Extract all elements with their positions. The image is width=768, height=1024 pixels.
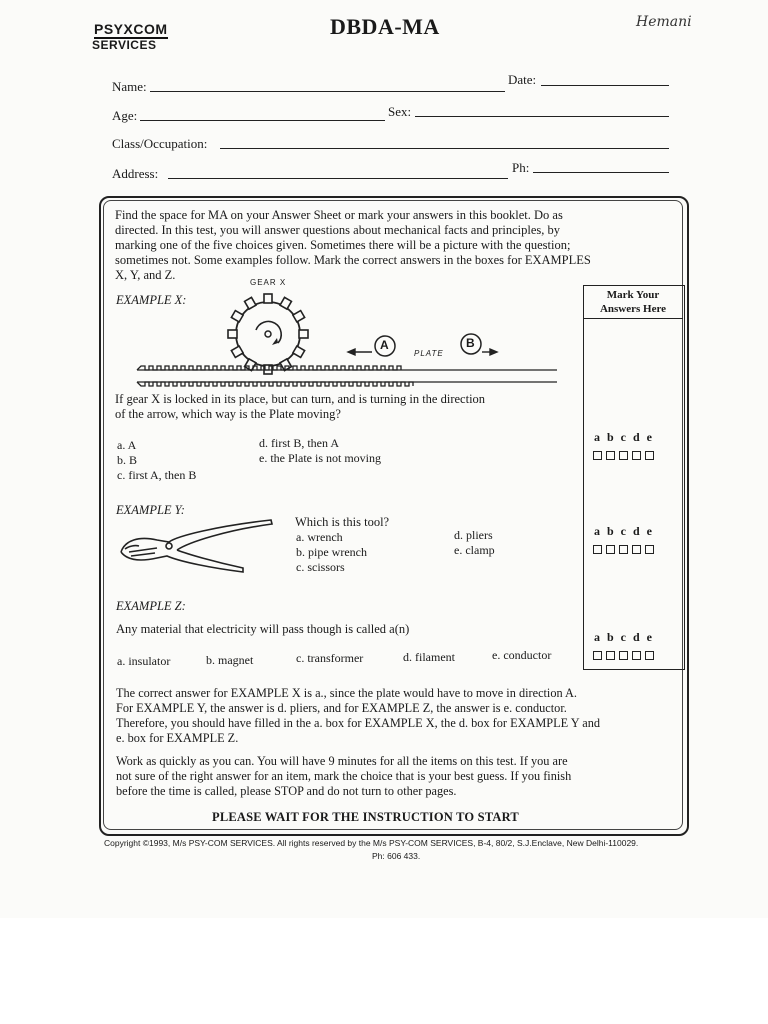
name-field[interactable]: [150, 91, 505, 92]
example-y-box-e[interactable]: [645, 545, 654, 554]
blank-page-area: [0, 918, 768, 1024]
example-z-choice-a: a. insulator: [117, 654, 171, 668]
name-label: Name:: [112, 79, 147, 94]
example-y-question: Which is this tool?: [295, 515, 390, 529]
example-x-box-e[interactable]: [645, 451, 654, 460]
arrow-right-icon: [482, 349, 497, 355]
answer-column-header: [583, 285, 683, 319]
age-label: Age:: [112, 108, 138, 123]
example-x-question-line-1: If gear X is locked in its place, but can turn, and is turning in the direction: [115, 392, 486, 406]
gear-x-label: GEAR X: [250, 278, 287, 287]
intro-line-4: sometimes not. Some examples follow. Mark the correct answers in the boxes for EXAMPLES: [115, 253, 591, 267]
example-x-choice-e: e. the Plate is not moving: [259, 451, 381, 465]
gear-icon: [228, 294, 308, 374]
phone-field[interactable]: [533, 172, 669, 173]
logo-top-text: PSYXCOM: [94, 21, 168, 37]
example-x-question: [115, 392, 575, 422]
date-field[interactable]: [541, 85, 669, 86]
example-z-answer-boxes: [593, 647, 658, 665]
age-field[interactable]: [140, 120, 385, 121]
example-z-box-d[interactable]: [632, 651, 641, 660]
example-x-answer-boxes: [593, 447, 658, 465]
handwritten-note: Hemani: [636, 14, 692, 30]
example-y-answer-boxes: [593, 541, 658, 559]
example-z-choice-c: c. transformer: [296, 651, 364, 665]
example-y-choice-a: a. wrench: [296, 530, 343, 544]
example-z-box-e[interactable]: [645, 651, 654, 660]
example-x-choice-b: b. B: [117, 453, 138, 467]
example-z-choice-e: e. conductor: [492, 648, 552, 662]
marker-b-label: B: [466, 336, 475, 350]
example-y-box-b[interactable]: [606, 545, 615, 554]
example-x-choice-c: c. first A, then B: [117, 468, 197, 482]
intro-line-5: X, Y, and Z.: [115, 268, 176, 282]
explanation-line-1: The correct answer for EXAMPLE X is a., since the plate would have to move in direction A.: [116, 686, 578, 700]
work-line-2: not sure of the right answer for an item, mark the choice that is your best guess. If you finish: [116, 769, 572, 783]
class-occupation-label: Class/Occupation:: [112, 136, 208, 151]
class-occupation-field[interactable]: [220, 148, 669, 149]
example-z-choice-d: d. filament: [403, 650, 455, 664]
copyright-line-2: Ph: 606 433.: [372, 851, 421, 861]
example-y-choice-c: c. scissors: [296, 560, 345, 574]
plate-rack: [137, 366, 557, 386]
example-y-choice-d: d. pliers: [454, 528, 493, 542]
sex-field[interactable]: [415, 116, 669, 117]
marker-a-label: A: [380, 338, 389, 352]
example-y-label: EXAMPLE Y:: [116, 503, 185, 517]
copyright-line-1: Copyright ©1993, M/s PSY-COM SERVICES. All rights reserved by the M/s PSY-COM SERVICES, B-4, 80/2, S.J.Enclave, New Delhi-110029.: [104, 838, 639, 848]
intro-line-2: directed. In this test, you will answer questions about mechanical facts and principles, by: [115, 223, 561, 237]
intro-paragraph: [115, 208, 675, 283]
intro-line-1: Find the space for MA on your Answer Sheet or mark your answers in this booklet. Do as: [115, 208, 563, 222]
work-line-1: Work as quickly as you can. You will have 9 minutes for all the items on this test. If you are: [116, 754, 568, 768]
phone-label: Ph:: [512, 160, 530, 175]
example-z-box-c[interactable]: [619, 651, 628, 660]
example-y-box-c[interactable]: [619, 545, 628, 554]
answer-column: [583, 285, 685, 670]
date-label: Date:: [508, 72, 537, 87]
wait-instruction: PLEASE WAIT FOR THE INSTRUCTION TO START: [212, 810, 519, 824]
pliers-icon: [117, 516, 275, 576]
address-field[interactable]: [168, 178, 508, 179]
example-x-choice-a: a. A: [117, 438, 137, 452]
explanation-line-4: e. box for EXAMPLE Z.: [116, 731, 239, 745]
example-z-answer-letters: abcde: [594, 630, 659, 644]
intro-line-3: marking one of the five choices given. Sometimes there will be a picture with the question;: [115, 238, 571, 252]
example-y-choice-e: e. clamp: [454, 543, 495, 557]
example-x-answer-letters: abcde: [594, 430, 659, 444]
arrow-left-icon: [348, 349, 372, 355]
example-y-choice-b: b. pipe wrench: [296, 545, 367, 559]
example-y-answer-letters: abcde: [594, 524, 659, 538]
address-label: Address:: [112, 166, 159, 181]
example-x-choice-d: d. first B, then A: [259, 436, 339, 450]
answer-header-line-2: Answers Here: [599, 303, 667, 315]
example-z-box-a[interactable]: [593, 651, 602, 660]
example-z-choice-b: b. magnet: [206, 653, 254, 667]
answer-header-line-1: Mark Your: [606, 289, 660, 301]
example-x-box-a[interactable]: [593, 451, 602, 460]
example-x-box-d[interactable]: [632, 451, 641, 460]
example-z-label: EXAMPLE Z:: [116, 599, 186, 613]
plate-label: PLATE: [414, 349, 444, 358]
work-paragraph: [116, 754, 686, 799]
explanation-line-2: For EXAMPLE Y, the answer is d. pliers, and for EXAMPLE Z, the answer is e. conductor.: [116, 701, 567, 715]
example-z-question: Any material that electricity will pass though is called a(n): [116, 622, 410, 636]
example-z-box-b[interactable]: [606, 651, 615, 660]
gear-plate-diagram: [135, 286, 565, 390]
explanation-line-3: Therefore, you should have filled in the a. box for EXAMPLE X, the d. box for EXAMPLE Y and: [116, 716, 601, 730]
work-line-3: before the time is called, please STOP and do not turn to other pages.: [116, 784, 457, 798]
explanation-paragraph: [116, 686, 686, 746]
page-title: DBDA-MA: [330, 14, 440, 39]
example-x-box-c[interactable]: [619, 451, 628, 460]
sex-label: Sex:: [388, 104, 412, 119]
example-x-label: EXAMPLE X:: [116, 293, 187, 307]
logo-bottom-text: SERVICES: [92, 38, 157, 52]
example-x-question-line-2: of the arrow, which way is the Plate moving?: [115, 407, 341, 421]
example-y-box-d[interactable]: [632, 545, 641, 554]
example-x-box-b[interactable]: [606, 451, 615, 460]
example-y-box-a[interactable]: [593, 545, 602, 554]
